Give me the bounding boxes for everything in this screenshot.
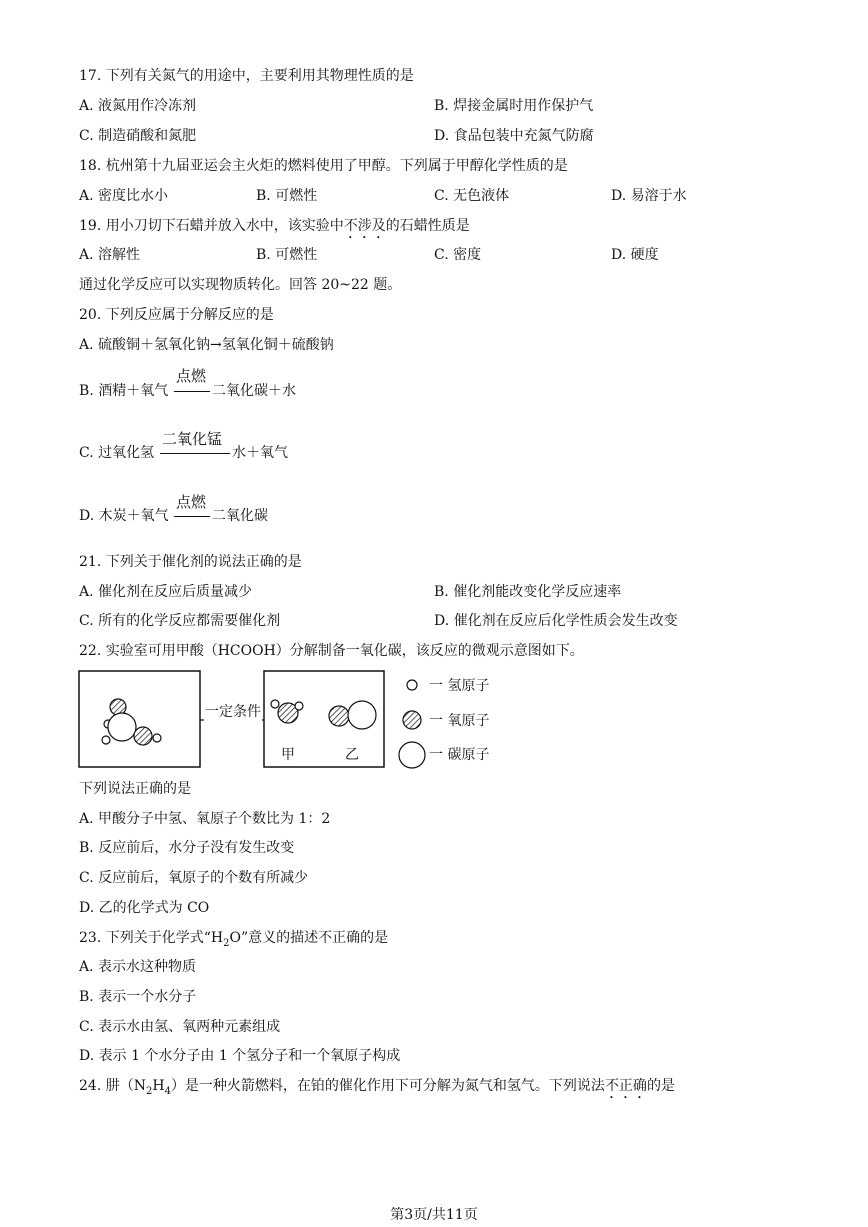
q19-option-d: D. 硬度 bbox=[611, 247, 659, 263]
q21-option-b: B. 催化剂能改变化学反应速率 bbox=[434, 584, 622, 600]
q23-option-b: B. 表示一个水分子 bbox=[79, 989, 197, 1005]
q17-stem: 17. 下列有关氮气的用途中，主要利用其物理性质的是 bbox=[79, 68, 414, 84]
q20-option-d-condition: 点燃 bbox=[176, 493, 207, 511]
q22-label-yi: 乙 bbox=[345, 747, 359, 763]
q21-option-a: A. 催化剂在反应后质量减少 bbox=[79, 584, 253, 600]
hydrogen-atom bbox=[153, 734, 161, 742]
q22-ask: 下列说法正确的是 bbox=[79, 781, 191, 797]
page-footer: 第3页/共11页 bbox=[390, 1207, 478, 1223]
legend-carbon-label: 一 碳原子 bbox=[429, 747, 490, 763]
q20-option-c-condition: 二氧化锰 bbox=[162, 430, 223, 448]
q19-stem-emphasis: 不涉及 bbox=[343, 218, 386, 234]
q19-stem-post: 的石蜡性质是 bbox=[385, 218, 470, 234]
q24-subscript-2: 4 bbox=[164, 1085, 171, 1097]
q24-stem-mid: H bbox=[152, 1078, 165, 1094]
carbon-atom bbox=[348, 701, 376, 729]
hydrogen-atom bbox=[102, 736, 110, 744]
q19-stem bbox=[79, 216, 470, 242]
q20-option-d-reaction-line bbox=[174, 516, 210, 517]
q22-option-d: D. 乙的化学式为 CO bbox=[79, 900, 210, 916]
q19-option-b: B. 可燃性 bbox=[256, 247, 318, 263]
q24-stem bbox=[79, 1076, 675, 1102]
q23-subscript: 2 bbox=[223, 937, 230, 949]
q18-stem: 18. 杭州第十九届亚运会主火炬的燃料使用了甲醇。下列属于甲醇化学性质的是 bbox=[79, 158, 568, 174]
q22-stem: 22. 实验室可用甲酸（HCOOH）分解制备一氧化碳，该反应的微观示意图如下。 bbox=[79, 643, 584, 659]
q20-stem: 20. 下列反应属于分解反应的是 bbox=[79, 307, 274, 323]
legend-oxygen-label: 一 氧原子 bbox=[429, 713, 490, 729]
q22-option-a: A. 甲酸分子中氢、氧原子个数比为 1：2 bbox=[79, 811, 331, 827]
q22-label-jia: 甲 bbox=[281, 747, 295, 763]
q20-option-c-right: 水＋氧气 bbox=[232, 445, 288, 461]
q18-option-b: B. 可燃性 bbox=[256, 188, 318, 204]
q23-option-c: C. 表示水由氢、氧两种元素组成 bbox=[79, 1019, 281, 1035]
q24-stem-pre: 24. 肼（N bbox=[79, 1078, 146, 1094]
q21-stem: 21. 下列关于催化剂的说法正确的是 bbox=[79, 554, 302, 570]
q20-option-c-left: C. 过氧化氢 bbox=[79, 445, 155, 461]
legend-oxygen-icon bbox=[403, 711, 421, 729]
carbon-atom bbox=[108, 713, 136, 741]
q22-option-c: C. 反应前后，氧原子的个数有所减少 bbox=[79, 870, 309, 886]
legend-hydrogen-icon bbox=[407, 680, 417, 690]
q24-stem-emphasis: 不正确 bbox=[604, 1078, 647, 1094]
q20-option-c-reaction-line bbox=[160, 453, 230, 454]
q20-option-d-right: 二氧化碳 bbox=[212, 508, 268, 524]
q18-option-c: C. 无色液体 bbox=[434, 188, 510, 204]
oxygen-atom bbox=[329, 706, 349, 726]
q23-stem-post: O”意义的描述不正确的是 bbox=[229, 930, 389, 946]
q17-option-a: A. 液氮用作冷冻剂 bbox=[79, 98, 197, 114]
legend-hydrogen-label: 一 氢原子 bbox=[429, 678, 490, 694]
q20-option-b-left: B. 酒精＋氧气 bbox=[79, 383, 169, 399]
q18-option-a: A. 密度比水小 bbox=[79, 188, 169, 204]
q19-option-a: A. 溶解性 bbox=[79, 247, 141, 263]
q19-option-c: C. 密度 bbox=[434, 247, 482, 263]
legend-carbon-icon bbox=[399, 742, 425, 768]
q20-option-b-right: 二氧化碳＋水 bbox=[212, 383, 296, 399]
q23-option-a: A. 表示水这种物质 bbox=[79, 959, 197, 975]
q20-option-a: A. 硫酸铜＋氢氧化钠→氢氧化铜＋硫酸钠 bbox=[79, 337, 334, 353]
q20-option-b-condition: 点燃 bbox=[176, 367, 207, 385]
q22-condition-label: 一定条件 bbox=[205, 704, 261, 720]
q23-stem bbox=[79, 928, 388, 954]
oxygen-atom bbox=[134, 727, 152, 745]
q17-option-c: C. 制造硝酸和氮肥 bbox=[79, 128, 197, 144]
q17-option-b: B. 焊接金属时用作保护气 bbox=[434, 98, 594, 114]
hydrogen-atom bbox=[295, 702, 303, 710]
q24-stem-end: 的是 bbox=[646, 1078, 675, 1094]
reactant-box bbox=[79, 671, 200, 767]
q22-option-b: B. 反应前后，水分子没有发生改变 bbox=[79, 840, 295, 856]
section-intro: 通过化学反应可以实现物质转化。回答 20~22 题。 bbox=[79, 277, 402, 293]
q21-option-d: D. 催化剂在反应后化学性质会发生改变 bbox=[434, 613, 678, 629]
q23-option-d: D. 表示 1 个水分子由 1 个氢分子和一个氧原子构成 bbox=[79, 1048, 401, 1064]
hydrogen-atom bbox=[271, 700, 279, 708]
q23-stem-pre: 23. 下列关于化学式“H bbox=[79, 930, 224, 946]
q24-subscript-1: 2 bbox=[145, 1085, 153, 1097]
q17-option-d: D. 食品包装中充氮气防腐 bbox=[434, 128, 594, 144]
q24-stem-post: ）是一种火箭燃料，在铂的催化作用下可分解为氮气和氢气。下列说法 bbox=[170, 1078, 605, 1094]
q21-option-c: C. 所有的化学反应都需要催化剂 bbox=[79, 613, 281, 629]
q20-option-b-reaction-line bbox=[174, 391, 210, 392]
q18-option-d: D. 易溶于水 bbox=[611, 188, 687, 204]
q19-stem-pre: 19. 用小刀切下石蜡并放入水中，该实验中 bbox=[79, 218, 344, 234]
q20-option-d-left: D. 木炭＋氧气 bbox=[79, 508, 169, 524]
